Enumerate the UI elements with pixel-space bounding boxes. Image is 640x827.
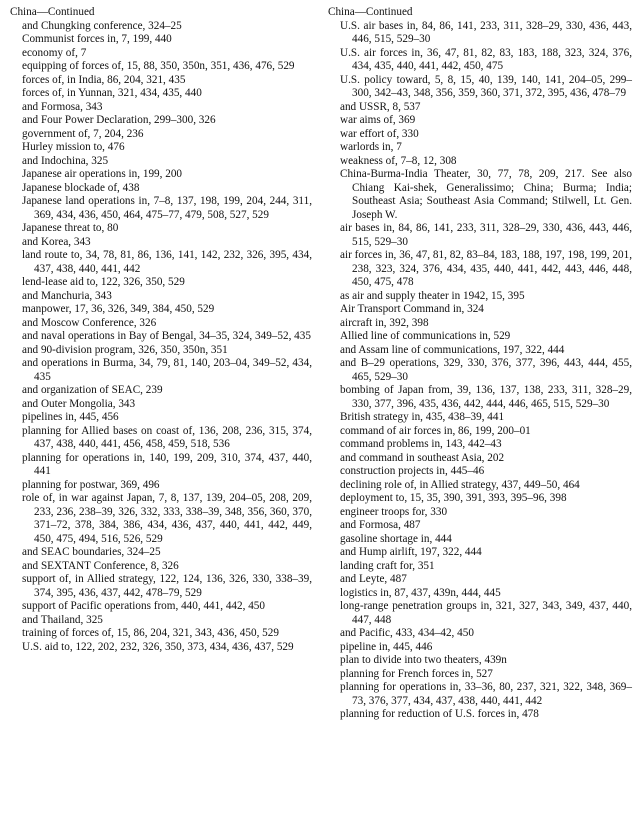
index-entry: and Pacific, 433, 434–42, 450 [340, 627, 474, 639]
index-entry: aircraft in, 392, 398 [340, 316, 429, 329]
index-entry: and Moscow Conference, 326 [22, 316, 157, 329]
index-entry: forces of, in Yunnan, 321, 434, 435, 440 [22, 87, 202, 99]
column-heading: China—Continued [328, 6, 413, 18]
index-entry: as air and supply theater in 1942, 15, 395 [340, 289, 525, 302]
index-entry: and command in southeast Asia, 202 [340, 451, 505, 464]
index-entry: and operations in Burma, 34, 79, 81, 140, 203–04, 349–52, 434, 435 [22, 357, 312, 383]
index-entry: and organization of SEAC, 239 [22, 384, 163, 396]
index-entry: Japanese blockade of, 438 [22, 181, 140, 194]
index-entry: and Thailand, 325 [22, 613, 103, 626]
index-entry: planning for postwar, 369, 496 [22, 478, 160, 491]
index-entry: and SEAC boundaries, 324–25 [22, 546, 161, 558]
index-entry: manpower, 17, 36, 326, 349, 384, 450, 529 [22, 303, 215, 315]
index-entry: Hurley mission to, 476 [22, 141, 125, 153]
index-entry: Air Transport Command in, 324 [340, 303, 484, 315]
index-entry: and B–29 operations, 329, 330, 376, 377, 396, 443, 444, 455, 465, 529–30 [340, 357, 632, 383]
index-entry: landing craft for, 351 [340, 559, 435, 572]
index-entry: China-Burma-India Theater, 30, 77, 78, 209, 217. See also Chiang Kai-shek, Generalissimo; China; Burma; India; Southeast Asia; Southeast Asia Command; Stilwell, Lt. Gen. Joseph W. [340, 168, 632, 221]
index-entry: and USSR, 8, 537 [340, 100, 421, 113]
index-entry: and Hump airlift, 197, 322, 444 [340, 546, 482, 558]
left-column [10, 6, 312, 654]
index-entry: land route to, 34, 78, 81, 86, 136, 141, 142, 232, 326, 395, 434, 437, 438, 440, 441, 442 [22, 249, 312, 275]
index-entry: long-range penetration groups in, 321, 327, 343, 349, 437, 440, 447, 448 [340, 600, 632, 626]
index-entry: planning for operations in, 140, 199, 209, 310, 374, 437, 440, 441 [22, 451, 312, 477]
entry-list [328, 20, 632, 722]
index-entry: planning for reduction of U.S. forces in, 478 [340, 708, 539, 720]
index-entry: pipeline in, 445, 446 [340, 640, 433, 653]
index-entry: Japanese land operations in, 7–8, 137, 198, 199, 204, 244, 311, 369, 434, 436, 450, 464, 475–77, 479, 508, 527, 529 [22, 195, 312, 221]
index-entry: lend-lease aid to, 122, 326, 350, 529 [22, 276, 185, 288]
index-entry: war aims of, 369 [340, 114, 416, 126]
index-entry: support of Pacific operations from, 440, 441, 442, 450 [22, 600, 265, 612]
index-entry: U.S. air bases in, 84, 86, 141, 233, 311, 328–29, 330, 436, 443, 446, 515, 529–30 [340, 19, 632, 45]
index-entry: Allied line of communications in, 529 [340, 330, 511, 342]
index-entry: engineer troops for, 330 [340, 505, 448, 518]
index-entry: gasoline shortage in, 444 [340, 532, 452, 545]
index-entry: government of, 7, 204, 236 [22, 127, 144, 140]
index-entry: warlords in, 7 [340, 141, 402, 153]
index-entry: role of, in war against Japan, 7, 8, 137, 139, 204–05, 208, 209, 233, 236, 238–39, 326, 332, 333, 338–39, 348, 356, 360, 370, 371–72, 378, 384, 386, 434, 436, 437, 440, 441, 442, 449, 450, 475, 494, 516, 526, 529 [22, 492, 312, 545]
index-entry: air bases in, 84, 86, 141, 233, 311, 328–29, 330, 436, 443, 446, 515, 529–30 [340, 222, 632, 248]
index-entry: and Leyte, 487 [340, 573, 407, 585]
entry-list [10, 20, 312, 655]
index-entry: and Four Power Declaration, 299–300, 326 [22, 114, 216, 126]
index-entry: Japanese threat to, 80 [22, 222, 119, 234]
index-entry: Japanese air operations in, 199, 200 [22, 168, 183, 180]
index-entry: British strategy in, 435, 438–39, 441 [340, 411, 505, 423]
index-entry: and 90-division program, 326, 350, 350n, 351 [22, 343, 228, 356]
index-entry: and Formosa, 343 [22, 100, 103, 113]
index-entry: and Korea, 343 [22, 235, 91, 248]
index-entry: and Outer Mongolia, 343 [22, 397, 136, 410]
index-entry: training of forces of, 15, 86, 204, 321, 343, 436, 450, 529 [22, 627, 279, 639]
index-entry: forces of, in India, 86, 204, 321, 435 [22, 73, 186, 86]
index-entry: command problems in, 143, 442–43 [340, 438, 502, 450]
index-entry: declining role of, in Allied strategy, 437, 449–50, 464 [340, 478, 580, 491]
index-entry: construction projects in, 445–46 [340, 465, 485, 477]
index-entry: and Manchuria, 343 [22, 289, 112, 302]
index-entry: bombing of Japan from, 39, 136, 137, 138, 233, 311, 328–29, 330, 377, 396, 435, 436, 442, 444, 446, 465, 515, 529–30 [340, 384, 632, 410]
index-entry: pipelines in, 445, 456 [22, 411, 119, 423]
index-entry: and Chungking conference, 324–25 [22, 19, 182, 32]
index-entry: economy of, 7 [22, 46, 87, 59]
index-entry: logistics in, 87, 437, 439n, 444, 445 [340, 586, 501, 599]
index-entry: planning for Allied bases on coast of, 136, 208, 236, 315, 374, 437, 438, 440, 441, 456, 458, 459, 518, 536 [22, 424, 312, 450]
index-entry: and Indochina, 325 [22, 154, 109, 167]
index-entry: planning for operations in, 33–36, 80, 237, 321, 322, 348, 369–73, 376, 377, 434, 437, 438, 440, 441, 442 [340, 681, 632, 707]
index-entry: planning for French forces in, 527 [340, 667, 493, 680]
index-entry: support of, in Allied strategy, 122, 124, 136, 326, 330, 338–39, 374, 395, 436, 437, 442, 478–79, 529 [22, 573, 312, 599]
index-entry: and Assam line of communications, 197, 322, 444 [340, 343, 565, 356]
index-entry: deployment to, 15, 35, 390, 391, 393, 395–96, 398 [340, 492, 567, 504]
index-entry: command of air forces in, 86, 199, 200–01 [340, 424, 531, 437]
index-entry: U.S. policy toward, 5, 8, 15, 40, 139, 140, 141, 204–05, 299–300, 342–43, 348, 356, 359, 360, 371, 372, 395, 436, 478–79 [340, 73, 632, 99]
index-entry: air forces in, 36, 47, 81, 82, 83–84, 183, 188, 197, 198, 199, 201, 238, 323, 324, 376, 434, 435, 440, 441, 442, 443, 446, 448, 450, 475, 478 [340, 249, 632, 288]
index-entry: U.S. aid to, 122, 202, 232, 326, 350, 373, 434, 436, 437, 529 [22, 640, 294, 653]
index-entry: weakness of, 7–8, 12, 308 [340, 154, 457, 167]
index-entry: U.S. air forces in, 36, 47, 81, 82, 83, 183, 188, 323, 324, 376, 434, 435, 440, 441, 442, 450, 475 [340, 46, 632, 72]
index-entry: and naval operations in Bay of Bengal, 34–35, 324, 349–52, 435 [22, 330, 311, 342]
index-entry: equipping of forces of, 15, 88, 350, 350n, 351, 436, 476, 529 [22, 60, 295, 72]
column-heading: China—Continued [10, 6, 95, 18]
right-column [328, 6, 632, 722]
index-entry: and SEXTANT Conference, 8, 326 [22, 559, 179, 572]
index-entry: plan to divide into two theaters, 439n [340, 654, 507, 666]
index-entry: and Formosa, 487 [340, 519, 421, 531]
index-entry: war effort of, 330 [340, 127, 419, 140]
index-entry: Communist forces in, 7, 199, 440 [22, 33, 172, 45]
